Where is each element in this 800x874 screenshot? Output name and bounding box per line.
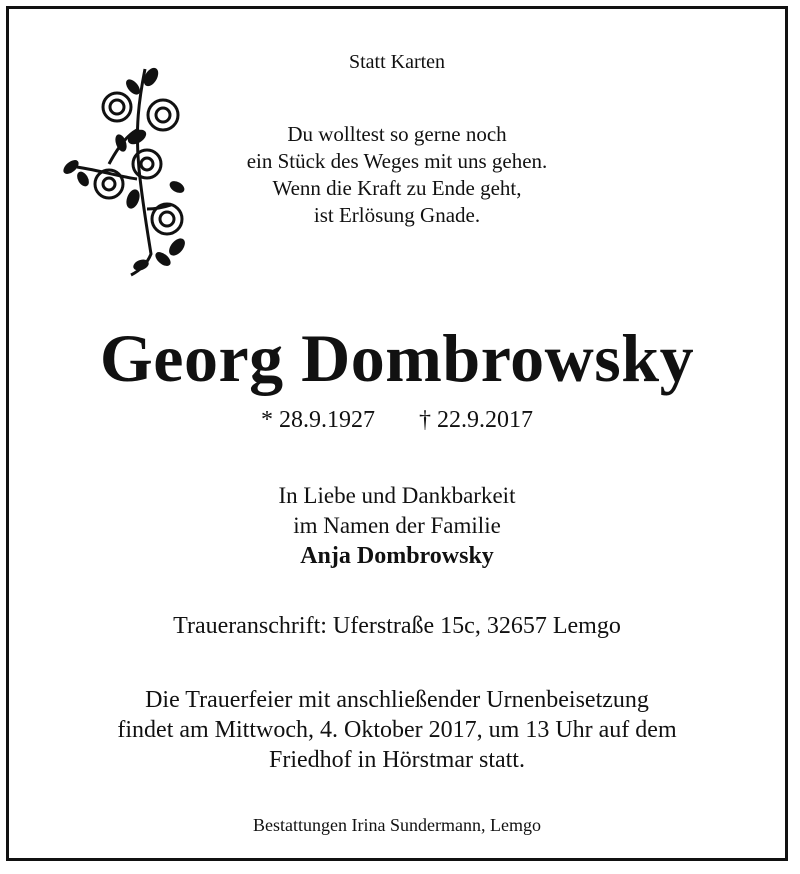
ceremony-line: Die Trauerfeier mit anschließender Urnenbeisetzung: [145, 687, 649, 713]
thanks-line: In Liebe und Dankbarkeit: [278, 483, 516, 508]
poem-line: ist Erlösung Gnade.: [313, 203, 481, 227]
header-statt-karten: Statt Karten: [348, 51, 446, 73]
poem: [9, 121, 785, 229]
poem-line: ein Stück des Weges mit uns gehen.: [246, 149, 548, 173]
ceremony-line: Friedhof in Hörstmar statt.: [269, 747, 525, 773]
thanks-line: im Namen der Familie: [293, 513, 501, 538]
notice-border: [6, 6, 788, 861]
poem-line: Wenn die Kraft zu Ende geht,: [272, 176, 522, 200]
life-dates: [9, 407, 785, 434]
mourning-address: Traueranschrift: Uferstraße 15c, 32657 Lemgo: [173, 613, 621, 639]
death-date: † 22.9.2017: [419, 407, 533, 433]
undertaker: Bestattungen Irina Sundermann, Lemgo: [253, 815, 541, 835]
ceremony-info: [9, 685, 785, 775]
birth-date: * 28.9.1927: [261, 407, 375, 433]
obituary-notice: [9, 9, 785, 858]
thanks-block: [9, 481, 785, 571]
ceremony-line: findet am Mittwoch, 4. Oktober 2017, um 13 Uhr auf dem: [117, 717, 677, 743]
family-name: Anja Dombrowsky: [300, 543, 494, 569]
poem-line: Du wolltest so gerne noch: [287, 122, 507, 146]
deceased-name: Georg Dombrowsky: [99, 320, 695, 396]
